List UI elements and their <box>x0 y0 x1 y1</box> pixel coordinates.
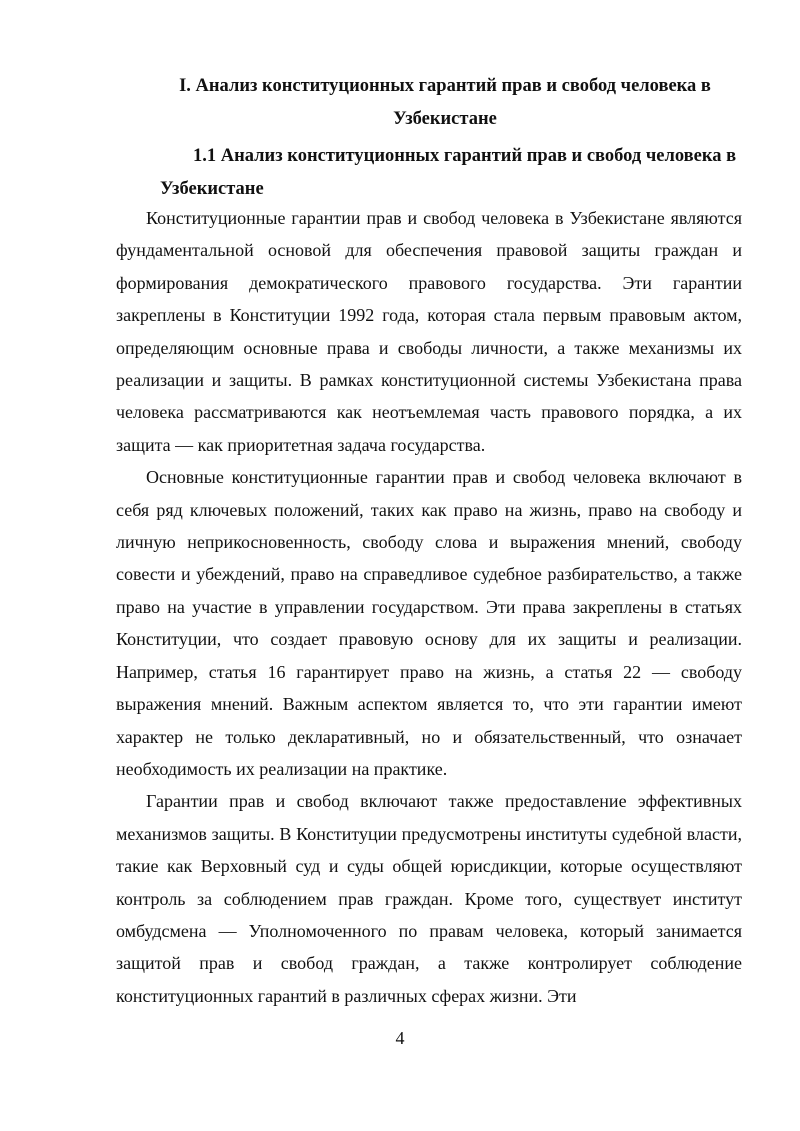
body-text <box>116 202 742 1012</box>
subsection-title: 1.1 Анализ конституционных гарантий прав и свобод человека в Узбекистане <box>160 146 737 199</box>
paragraph: Гарантии прав и свобод включают также предоставление эффективных механизмов защиты. В Конституции предусмотрены институты судебной власти, такие как Верховный суд и суды общей юрисдикции, которые осуществляют контроль за соблюдением прав граждан. Кроме того, существует институт омбудсмена — Уполномоченного по правам человека, который занимается защитой прав и свобод граждан, а также контролирует соблюдение конституционных гарантий в различных сферах жизни. Эти <box>116 791 742 1006</box>
section-title: I. Анализ конституционных гарантий прав и свобод человека в Узбекистане <box>179 76 711 129</box>
paragraph: Основные конституционные гарантии прав и свобод человека включают в себя ряд ключевых положений, таких как право на жизнь, право на свободу и личную неприкосновенность, свободу слова и выражения мнений, свободу совести и убеждений, право на справедливое судебное разбирательство, а также право на участие в управлении государством. Эти права закреплены в статьях Конституции, что создает правовую основу для их защиты и реализации. Например, статья 16 гарантирует право на жизнь, а статья 22 — свободу выражения мнений. Важным аспектом является то, что эти гарантии имеют характер не только декларативный, но и обязательственный, что означает необходимость их реализации на практике. <box>116 467 742 779</box>
page-number: 4 <box>395 1028 405 1048</box>
paragraph: Конституционные гарантии прав и свобод человека в Узбекистане являются фундаментальной основой для обеспечения правовой защиты граждан и формирования демократического правового государства. Эти гарантии закреплены в Конституции 1992 года, которая стала первым правовым актом, определяющим основные права и свободы личности, а также механизмы их реализации и защиты. В рамках конституционной системы Узбекистана права человека рассматриваются как неотъемлемая часть правового порядка, а их защита — как приоритетная задача государства. <box>116 208 742 455</box>
